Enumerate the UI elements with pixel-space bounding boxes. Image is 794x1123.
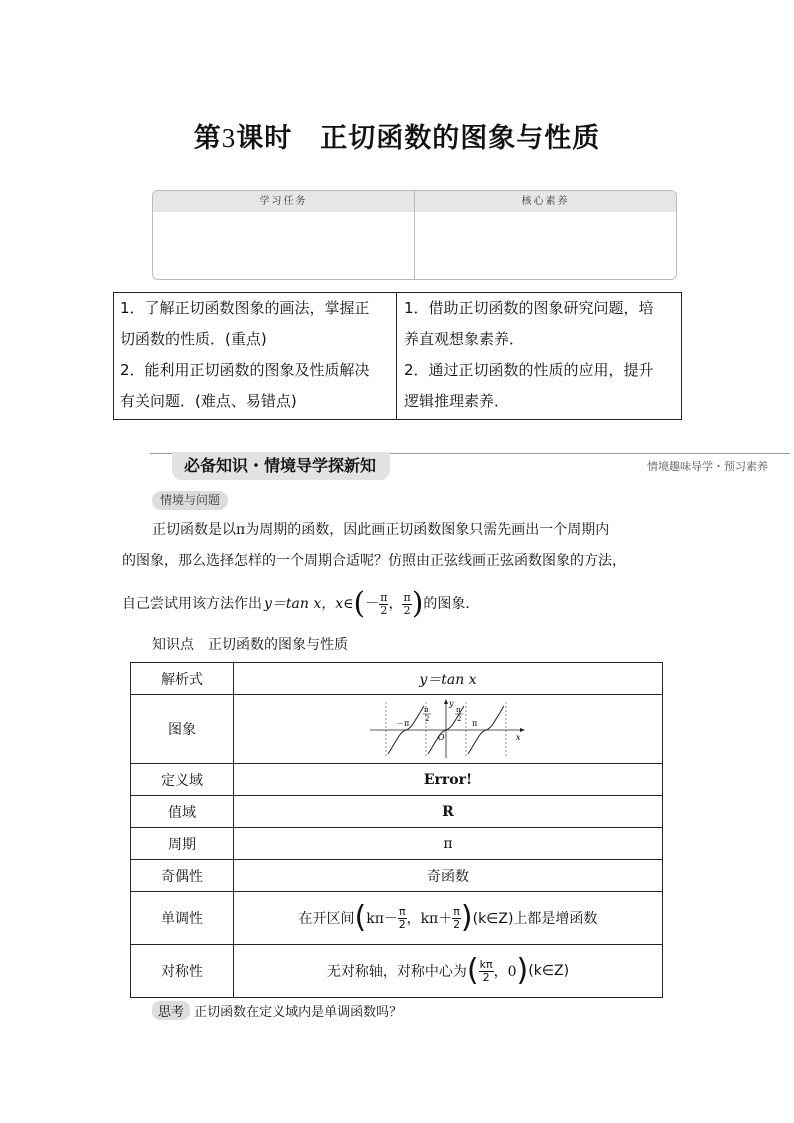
header-learning-tasks: 学习任务: [153, 191, 414, 212]
fraction: $\frac{\pi}{2}$: [453, 904, 461, 931]
header-divider: [414, 191, 415, 279]
text: (k∈Z)上都是增函数: [472, 911, 598, 927]
fraction: $\frac{\pi}{2}$: [380, 590, 388, 617]
header-core-literacy: 核心素养: [415, 191, 676, 212]
open-paren: (: [354, 900, 367, 935]
math: ，0: [493, 964, 517, 980]
label-pi-half-num: π: [456, 706, 461, 714]
table-row: [131, 663, 663, 695]
label-y: y: [449, 699, 454, 708]
monotonicity-cell: [234, 892, 663, 945]
goal-line: 2．能利用正切函数的图象及性质解决: [120, 361, 370, 379]
row-value: y＝tan x: [234, 663, 663, 695]
row-label: 对称性: [131, 945, 234, 998]
row-value: R: [234, 796, 663, 828]
x-arrow: [520, 728, 525, 732]
row-value: 奇函数: [234, 860, 663, 892]
fraction: $\frac{\pi}{2}$: [403, 590, 411, 617]
section-title: 必备知识・情境导学探新知: [172, 452, 390, 480]
table-row: [131, 860, 663, 892]
label-x: x: [516, 733, 521, 742]
goal-line: 逻辑推理素养．: [404, 392, 510, 410]
row-label: 单调性: [131, 892, 234, 945]
table-row: [131, 945, 663, 998]
goal-line: 1．了解正切函数图象的画法，掌握正: [120, 299, 370, 317]
close-paren: ): [516, 953, 529, 988]
section-subtitle: 情境趣味导学・预习素养: [647, 460, 768, 473]
text: 无对称轴，对称中心为: [326, 964, 467, 980]
knowledge-point-heading: 知识点 正切函数的图象与性质: [152, 637, 348, 653]
goals-left: [120, 293, 392, 417]
row-label: 定义域: [131, 764, 234, 796]
row-value: Error!: [234, 764, 663, 796]
tan-graph: [368, 698, 528, 760]
row-label: 图象: [131, 695, 234, 764]
close-paren: ): [460, 900, 473, 935]
page-title: 第3课时 正切函数的图象与性质: [193, 123, 601, 154]
table-row: [131, 695, 663, 764]
task-header-table: [152, 190, 677, 280]
fraction: $\frac{\pi}{2}$: [398, 904, 406, 931]
row-label: 周期: [131, 828, 234, 860]
goals-divider: [396, 293, 397, 419]
text: 在开区间: [298, 911, 355, 927]
goal-line: 2．通过正切函数的性质的应用，提升: [404, 361, 654, 379]
goals-right: [404, 293, 679, 417]
y-arrow: [444, 699, 448, 704]
intro-line-2: 的图象，那么选择怎样的一个周期合适呢？仿照由正弦线画正弦函数图象的方法，: [122, 553, 626, 569]
intro-line-1: 正切函数是以π为周期的函数，因此画正切函数图象只需先画出一个周期内: [152, 522, 610, 538]
goal-line: 有关问题．(难点、易错点): [120, 392, 297, 410]
think-text: 正切函数在定义域内是单调函数吗？: [194, 1005, 403, 1020]
row-value: π: [234, 828, 663, 860]
symmetry-cell: [234, 945, 663, 998]
label-pi-half-den: 2: [457, 715, 462, 723]
fraction: $\frac{k\pi}{2}$: [479, 957, 493, 984]
open-paren: (: [353, 586, 366, 621]
goal-line: 切函数的性质．(重点): [120, 330, 267, 348]
label-neg-pi: －π: [396, 719, 410, 728]
math: kπ－: [366, 911, 398, 927]
think-question: [152, 1001, 402, 1020]
text: (k∈Z): [528, 963, 570, 979]
table-row: [131, 828, 663, 860]
think-tag: 思考: [152, 1001, 190, 1020]
close-paren: ): [411, 586, 424, 621]
situation-pill: 情境与问题: [152, 491, 228, 510]
table-row: [131, 764, 663, 796]
math: ，kπ＋: [406, 911, 453, 927]
intro-math: y＝tan x，x∈: [264, 596, 354, 612]
table-row: [131, 796, 663, 828]
label-pi-half-num: π: [424, 706, 429, 714]
goal-line: 养直观想象素养．: [404, 330, 525, 348]
table-row: [131, 892, 663, 945]
intro-line-3: [122, 583, 479, 625]
monotonicity-expr: [298, 900, 598, 935]
goals-table: [113, 292, 682, 420]
label-pi: π: [472, 719, 478, 728]
open-paren: (: [466, 953, 479, 988]
intro-text: 自己尝试用该方法作出: [122, 596, 262, 612]
symmetry-expr: [326, 953, 570, 988]
tan-graph-cell: [234, 695, 663, 764]
label-origin: O: [438, 733, 445, 742]
row-label: 奇偶性: [131, 860, 234, 892]
properties-table: [130, 662, 663, 998]
comma: ，: [388, 596, 403, 612]
row-label: 值域: [131, 796, 234, 828]
goal-line: 1．借助正切函数的图象研究问题，培: [404, 299, 654, 317]
row-label: 解析式: [131, 663, 234, 695]
minus-sign: －: [365, 596, 380, 612]
intro-text: 的图象．: [423, 596, 480, 612]
label-pi-half-den: 2: [425, 715, 430, 723]
